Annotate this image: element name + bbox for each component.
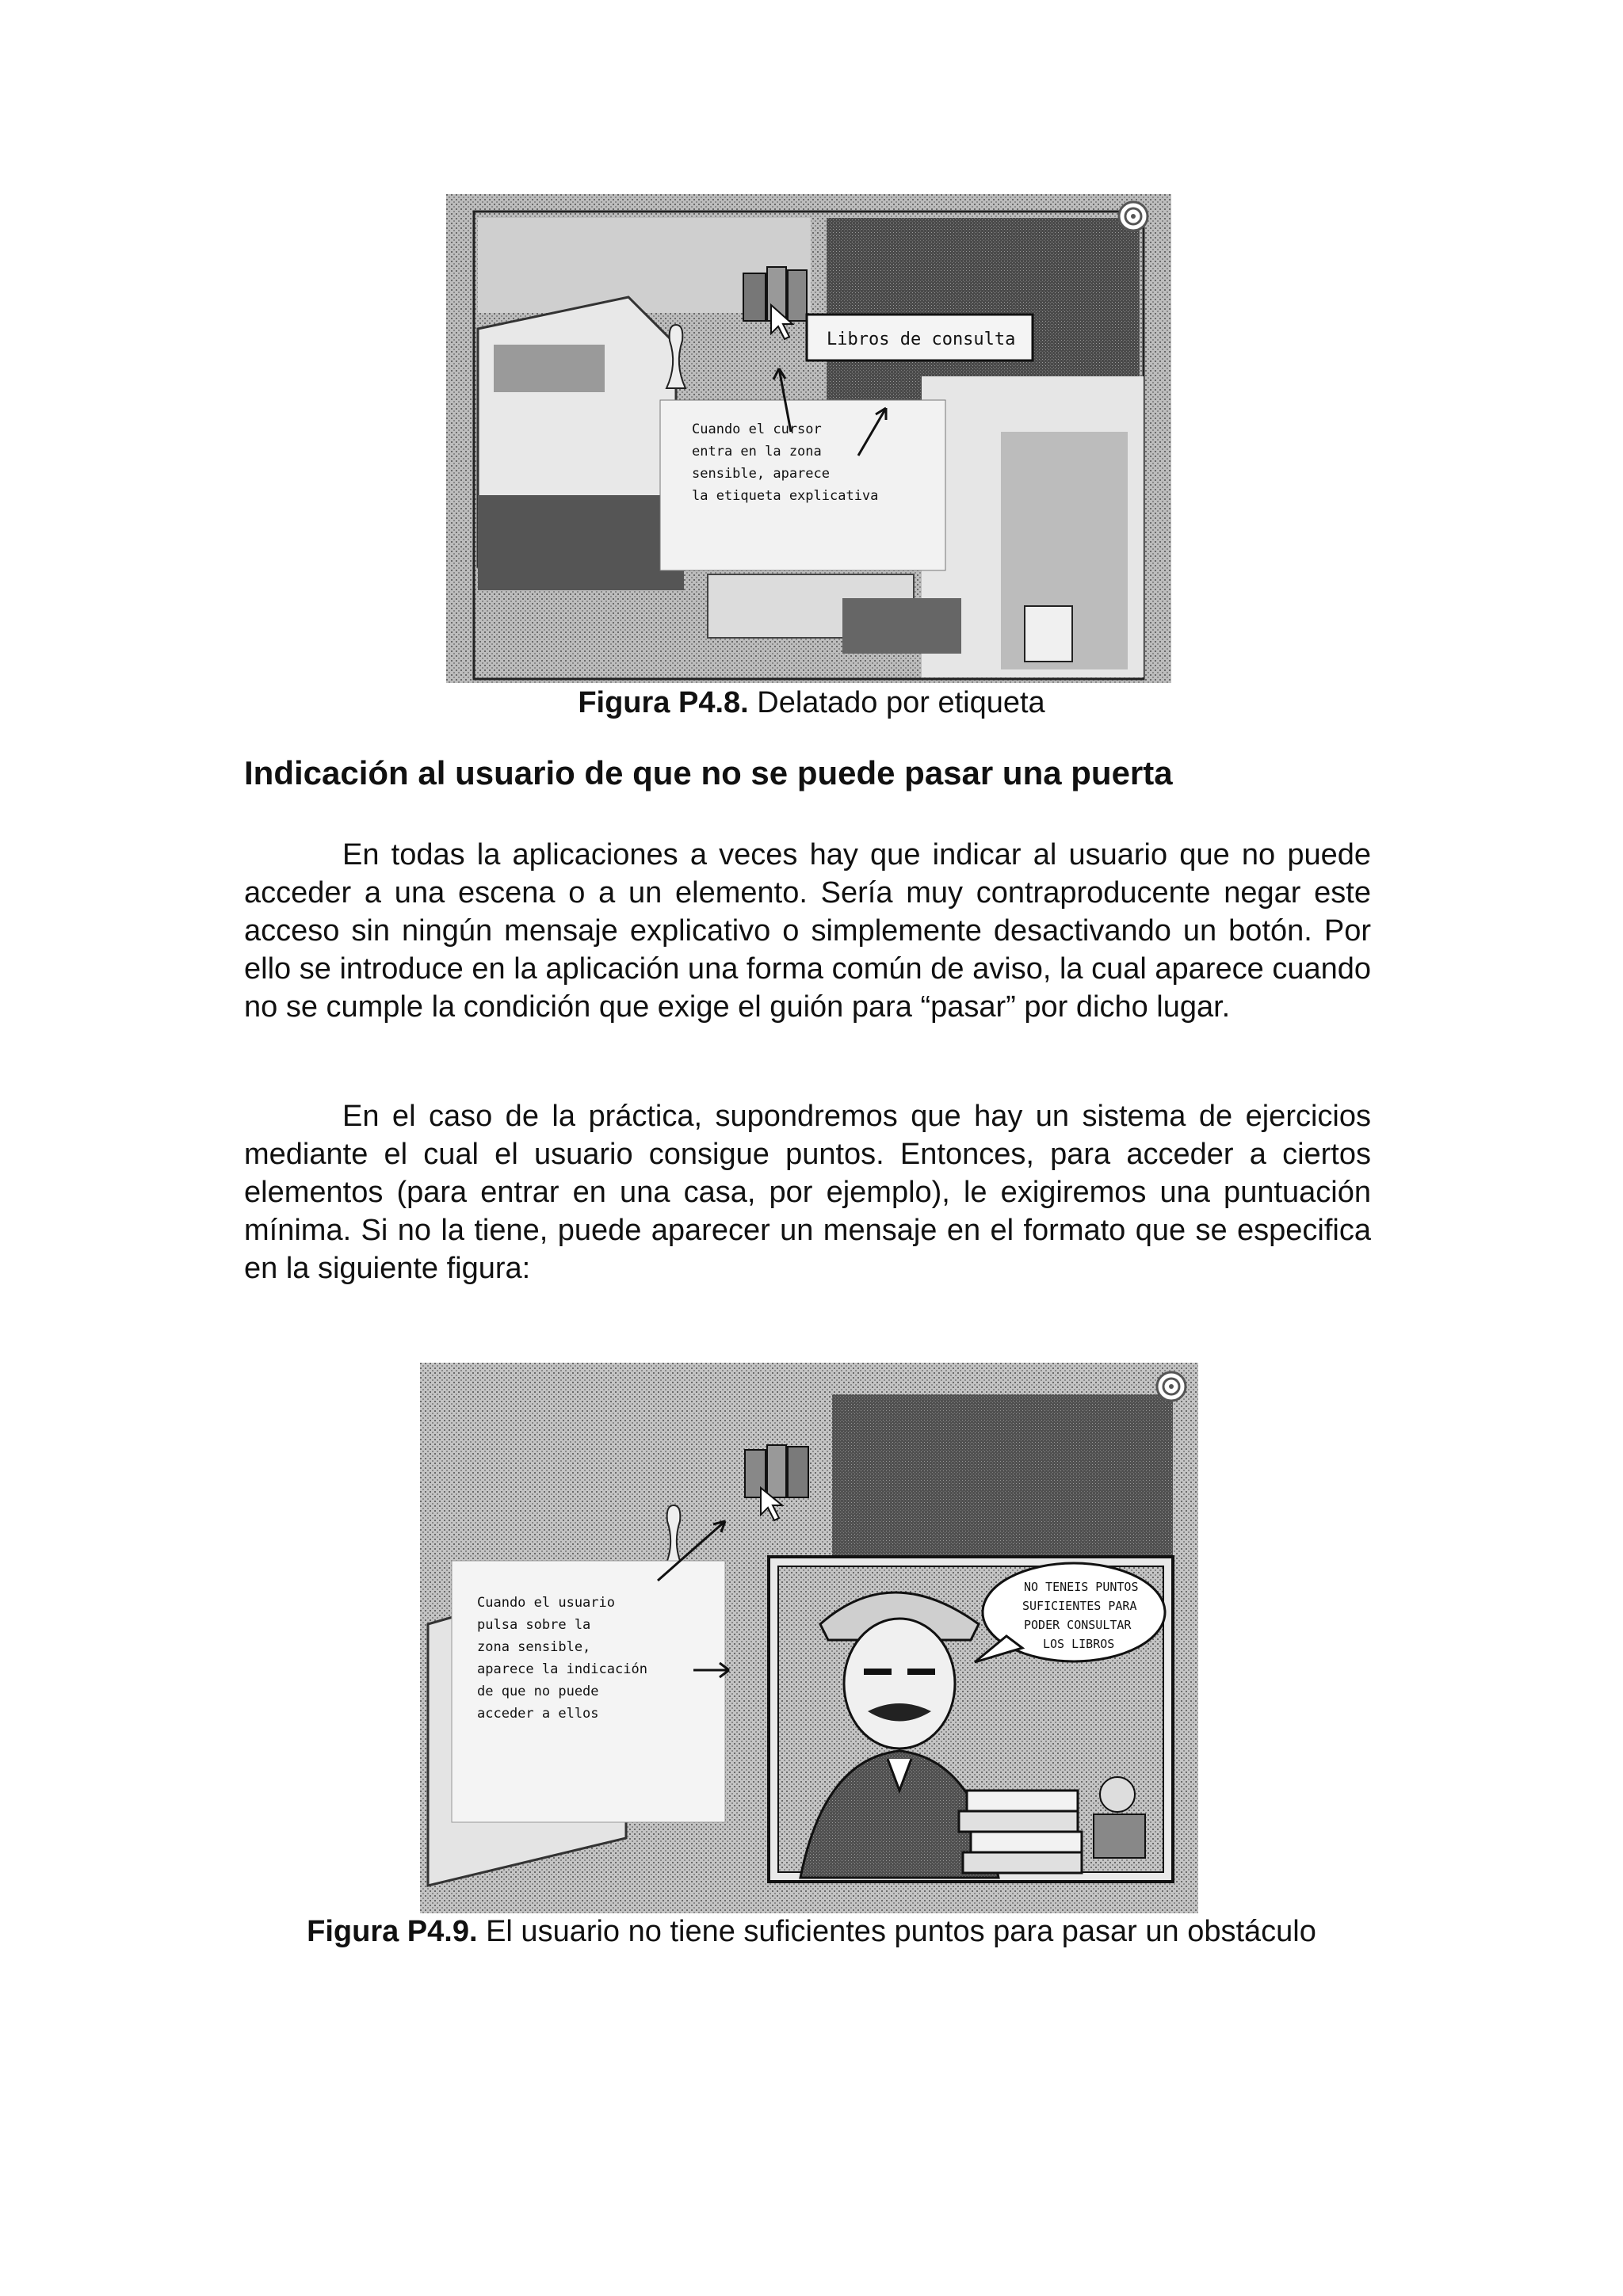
figure-p4-9-image <box>420 1363 1198 1913</box>
figure-p4-8-caption <box>0 685 1623 721</box>
figure-p4-9-caption <box>0 1913 1623 1950</box>
callout-line: sensible, aparece <box>692 466 830 482</box>
callout-line: pulsa sobre la <box>477 1617 591 1633</box>
books-stack <box>959 1791 1082 1873</box>
speech-line: SUFICIENTES PARA <box>1022 1599 1137 1613</box>
callout-line: de que no puede <box>477 1684 599 1699</box>
speech-line: PODER CONSULTAR <box>1024 1618 1132 1632</box>
callout-line: entra en la zona <box>692 444 822 460</box>
section-heading: Indicación al usuario de que no se puede pasar una puerta <box>244 754 1173 791</box>
callout-line: acceder a ellos <box>477 1706 599 1722</box>
caption-label: Figura P4.8. <box>578 686 749 719</box>
callout-line: la etiqueta explicativa <box>692 488 879 504</box>
callout-line: Cuando el usuario <box>477 1595 615 1611</box>
callout-line: Cuando el cursor <box>692 421 822 437</box>
caption-text: El usuario no tiene suficientes puntos para pasar un obstáculo <box>477 1915 1316 1948</box>
label-tag-text: Libros de consulta <box>827 330 1016 349</box>
paragraph: En el caso de la práctica, supondremos que hay un sistema de ejercicios mediante el cual el usuario consigue puntos. Entonces, para acceder a ciertos elementos (para entrar en una casa, por ejemplo), le exigiremos una puntuación mínima. Si no la tiene, puede aparecer un mensaje en el formato que se especifica en la siguiente figura: <box>244 1100 1371 1285</box>
callout-line: zona sensible, <box>477 1639 591 1655</box>
paragraph: En todas la aplicaciones a veces hay que indicar al usuario que no puede acceder a una escena o a un elemento. Sería muy contraproducente negar este acceso sin ningún mensaje explicativo o simplemente desactivando un botón. Por ello se introduce en la aplicación una forma común de aviso, la cual aparece cuando no se cumple la condición que exige el guión para “pasar” por dicho lugar. <box>244 838 1371 1024</box>
callout-line: aparece la indicación <box>477 1661 647 1677</box>
caption-text: Delatado por etiqueta <box>748 686 1045 719</box>
speech-line: LOS LIBROS <box>1043 1637 1115 1651</box>
caption-label: Figura P4.9. <box>307 1915 478 1948</box>
figure-p4-8-image <box>446 194 1171 683</box>
speech-line: NO TENEIS PUNTOS <box>1024 1580 1139 1594</box>
